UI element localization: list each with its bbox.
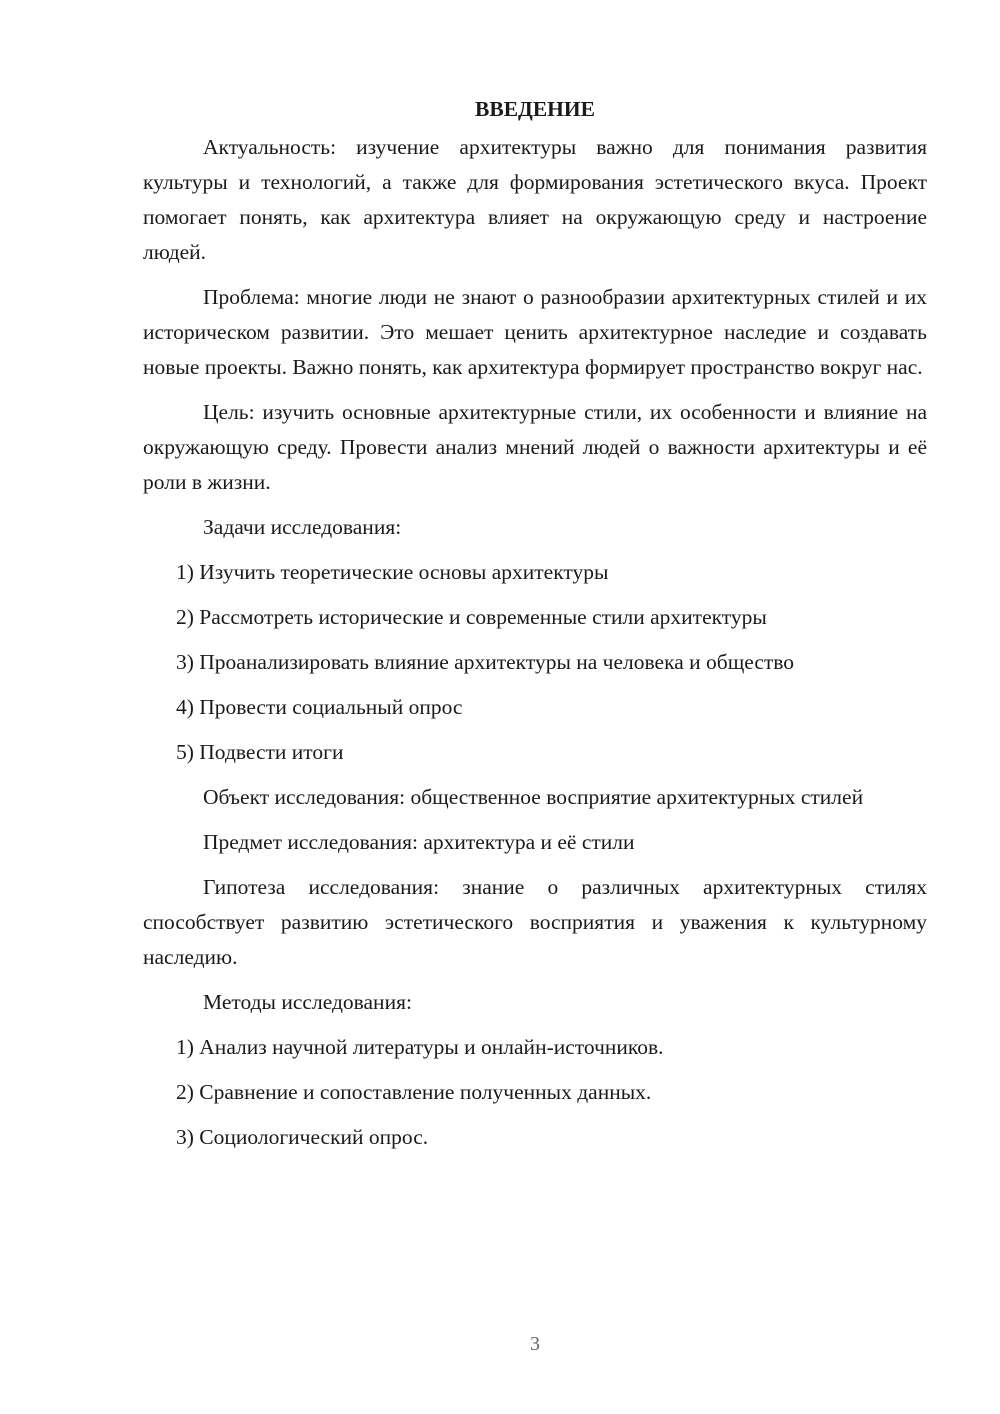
relevance-paragraph: Актуальность: изучение архитектуры важно для понимания развития культуры и технологий, а также для формирования эстетического вкуса. Проект помогает понять, как архитектура влияет на окружающую среду и настроение людей.	[143, 135, 927, 264]
list-item: 4) Провести социальный опрос	[176, 695, 463, 719]
problem-paragraph: Проблема: многие люди не знают о разнообразии архитектурных стилей и их историческом развитии. Это мешает ценить архитектурное наследие и создавать новые проекты. Важно понять, как архитектура формирует пространство вокруг нас.	[143, 285, 927, 379]
tasks-heading: Задачи исследования:	[203, 515, 402, 539]
goal-paragraph: Цель: изучить основные архитектурные стили, их особенности и влияние на окружающую среду. Провести анализ мнений людей о важности архитектуры и её роли в жизни.	[143, 400, 927, 494]
list-item: 3) Проанализировать влияние архитектуры на человека и общество	[176, 650, 795, 674]
list-item: 2) Сравнение и сопоставление полученных данных.	[176, 1080, 652, 1104]
tasks-list	[143, 555, 927, 770]
list-item: 1) Изучить теоретические основы архитектуры	[176, 560, 609, 584]
subject-paragraph: Предмет исследования: архитектура и её стили	[203, 830, 635, 854]
page-title: ВВЕДЕНИЕ	[475, 97, 595, 121]
list-item: 3) Социологический опрос.	[176, 1125, 429, 1149]
page-number: 3	[530, 1333, 540, 1355]
methods-list	[143, 1030, 927, 1155]
list-item: 5) Подвести итоги	[176, 740, 344, 764]
object-paragraph: Объект исследования: общественное восприятие архитектурных стилей	[203, 785, 864, 809]
hypothesis-paragraph: Гипотеза исследования: знание о различных архитектурных стилях способствует развитию эстетического восприятия и уважения к культурному наследию.	[143, 875, 927, 969]
methods-heading: Методы исследования:	[203, 990, 412, 1014]
document-page	[143, 92, 927, 1165]
list-item: 2) Рассмотреть исторические и современные стили архитектуры	[176, 605, 767, 629]
list-item: 1) Анализ научной литературы и онлайн-источников.	[176, 1035, 664, 1059]
